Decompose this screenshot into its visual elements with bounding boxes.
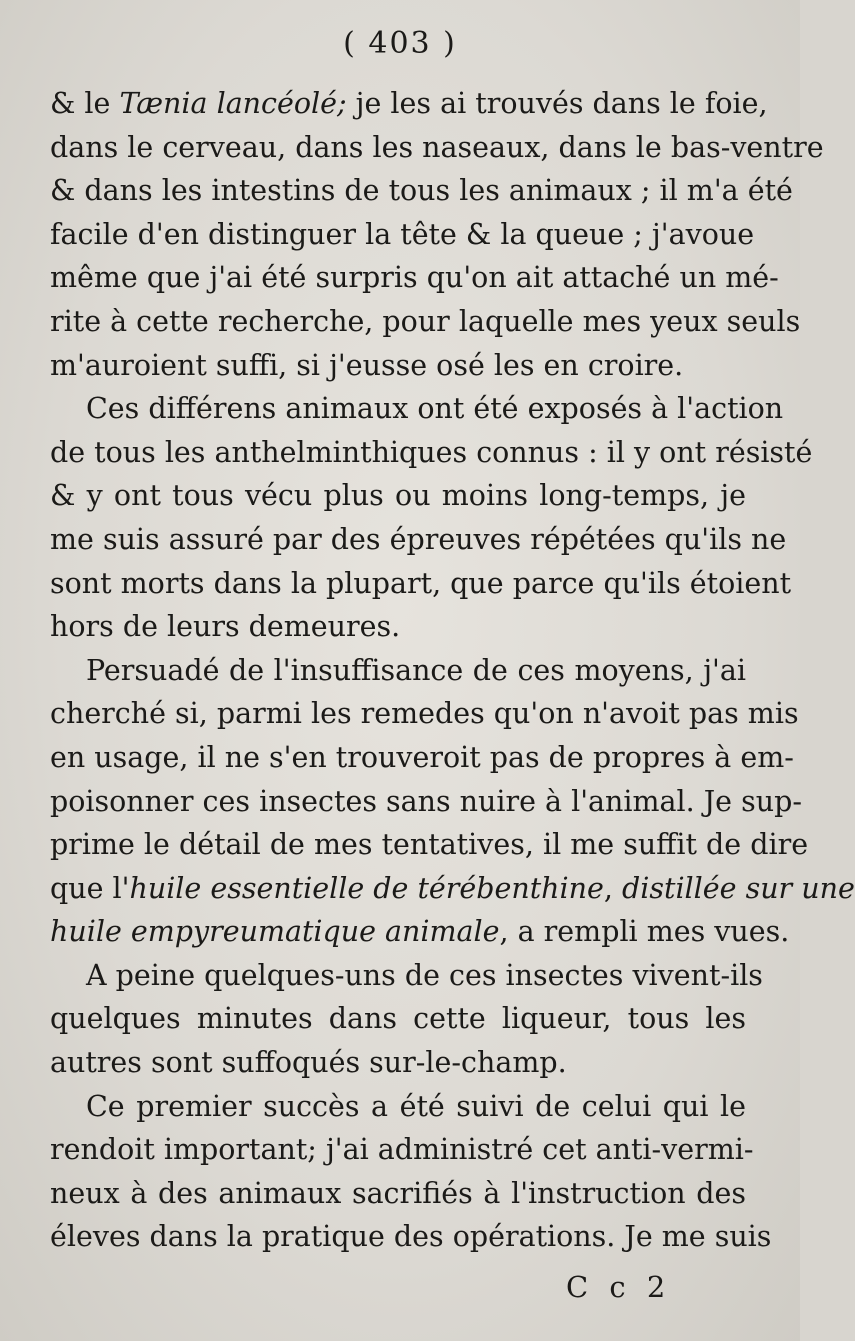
text-span: A peine quelques-uns de ces insectes vivent-ils (86, 958, 763, 992)
text-line (50, 1172, 746, 1216)
text-span: éleves dans la pratique des opérations. Je me suis (50, 1220, 772, 1254)
text-span: rendoit important; j'ai administré cet anti-vermi- (50, 1133, 754, 1167)
text-span: , a rempli mes vues. (499, 915, 790, 949)
text-line (50, 344, 746, 388)
text-line (50, 649, 746, 693)
text-line (50, 1085, 746, 1129)
text-span: Ce premier succès a été suivi de celui qui le (86, 1089, 746, 1123)
text-span: rite à cette recherche, pour laquelle mes yeux seuls (50, 304, 801, 338)
text-line (50, 823, 809, 867)
italic-text: distillée sur une (622, 871, 855, 905)
page-number: ( 403 ) (343, 26, 457, 61)
text-span: facile d'en distinguer la tête & la queue ; j'avoue (50, 217, 755, 251)
text-line (50, 169, 793, 213)
text-line (50, 1215, 772, 1259)
text-line (50, 867, 855, 911)
italic-text: huile essentielle de térébenthine (129, 871, 604, 905)
signature-mark: C c 2 (566, 1270, 672, 1304)
text-span: autres sont suffoqués sur-le-champ. (50, 1046, 567, 1080)
text-span: & le (50, 87, 120, 120)
text-line (50, 256, 779, 300)
text-span: cherché si, parmi les remedes qu'on n'avoit pas mis (50, 697, 799, 731)
text-line (50, 562, 792, 606)
text-span: me suis assuré par des épreuves répétées qu'ils ne (50, 522, 787, 556)
text-span: Ces différens animaux ont été exposés à l'action (86, 392, 784, 426)
text-span: & dans les intestins de tous les animaux ; il m'a été (50, 174, 793, 208)
text-line (50, 736, 794, 780)
text-line (50, 300, 801, 344)
text-line (50, 910, 790, 954)
text-line (50, 1041, 746, 1085)
text-line (50, 1128, 754, 1172)
italic-text: Tænia lancéolé; (119, 87, 347, 120)
text-line (50, 431, 813, 475)
text-span: Persuadé de l'insuffisance de ces moyens, j'ai (86, 653, 746, 687)
text-line (50, 387, 784, 431)
body-text (50, 82, 855, 1259)
text-line (50, 82, 768, 126)
text-span: prime le détail de mes tentatives, il me suffit de dire (50, 828, 809, 862)
text-span: sont morts dans la plupart, que parce qu'ils étoient (50, 566, 792, 600)
text-span: dans le cerveau, dans les naseaux, dans le bas-ventre (50, 130, 824, 164)
italic-text: huile empyreumatique animale (50, 915, 500, 949)
text-line (50, 518, 787, 562)
text-span: quelques minutes dans cette liqueur, tous les (50, 1002, 746, 1036)
text-line (50, 997, 746, 1041)
text-span: en usage, il ne s'en trouveroit pas de propres à em- (50, 740, 794, 774)
text-span: neux à des animaux sacrifiés à l'instruction des (50, 1176, 746, 1210)
text-line (50, 605, 746, 649)
text-span: hors de leurs demeures. (50, 610, 401, 644)
text-span: que l' (50, 871, 130, 905)
text-line (50, 126, 824, 170)
text-span: & y ont tous vécu plus ou moins long-temps, je (50, 479, 746, 513)
text-line (50, 780, 802, 824)
text-line (50, 954, 763, 998)
text-span: je les ai trouvés dans le foie, (346, 87, 768, 120)
text-line (50, 213, 755, 257)
text-span: m'auroient suffi, si j'eusse osé les en croire. (50, 348, 684, 382)
text-span: , (603, 871, 622, 905)
text-line (50, 474, 746, 518)
text-line (50, 692, 799, 736)
text-span: de tous les anthelminthiques connus : il y ont résisté (50, 435, 813, 469)
text-span: même que j'ai été surpris qu'on ait attaché un mé- (50, 261, 779, 295)
text-span: poisonner ces insectes sans nuire à l'animal. Je sup- (50, 784, 802, 818)
